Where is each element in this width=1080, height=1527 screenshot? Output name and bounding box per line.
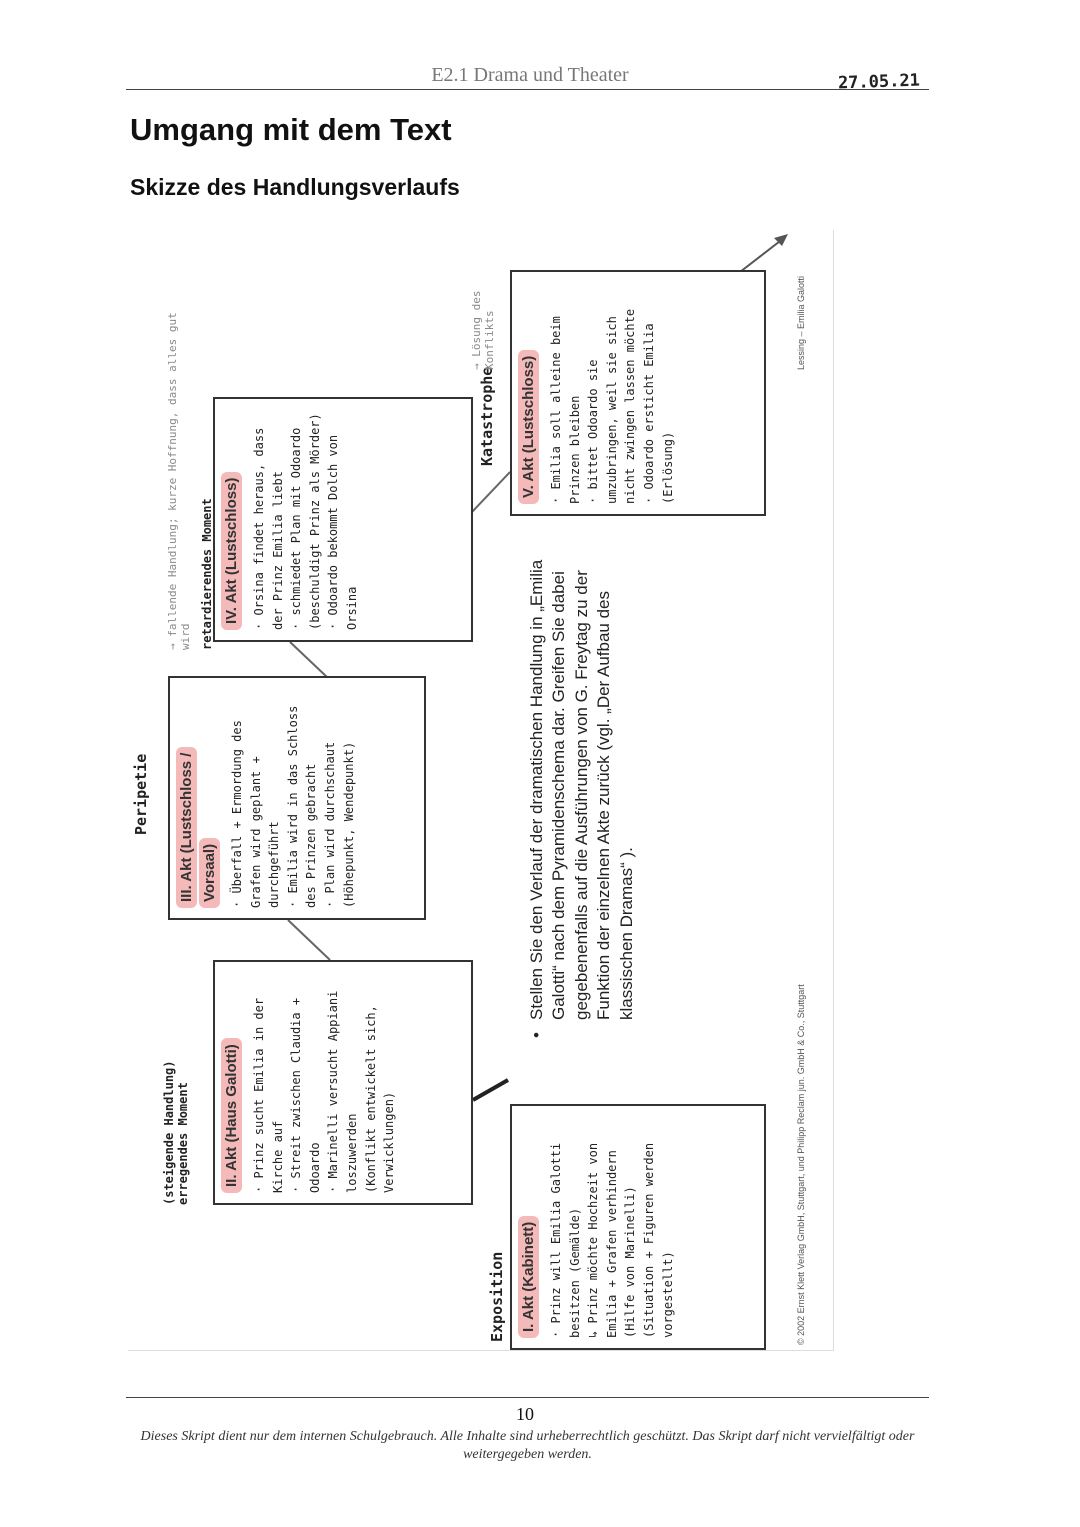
header-date: 27.05.21 bbox=[837, 70, 921, 94]
act-2-note: · Marinelli versucht Appiani loszuwerden bbox=[326, 990, 359, 1193]
copyright-credit: © 2002 Ernst Klett Verlag GmbH, Stuttgart, und Philipp Reclam jun. GmbH & Co., Stuttgart bbox=[796, 984, 806, 1345]
act-4-box bbox=[213, 397, 473, 642]
footer-divider bbox=[126, 1397, 929, 1398]
act-5-phase-note: → Lösung des Konflikts bbox=[470, 290, 496, 370]
act-5-note: · Odoardo ersticht Emilia (Erlösung) bbox=[641, 323, 675, 504]
act-3-note: · Emilia wird in das Schloss des Prinzen gebracht bbox=[285, 705, 319, 908]
act-1-label: I. Akt (Kabinett) bbox=[518, 1216, 539, 1338]
act-4-note: · Odoardo bekommt Dolch von Orsina bbox=[326, 434, 359, 630]
act-5-note: · bittet Odoardo sie umzubringen, weil sie sich nicht zwingen lassen möchte bbox=[586, 308, 638, 504]
task-text: Stellen Sie den Verlauf der dramatischen Handlung in „Emilia Galotti“ nach dem Pyramidenschema dar. Greifen Sie dabei gegebenenfalls auf die Ausführungen von G. Freytag zu der Funktion der einzelnen Akte zurück (vgl. „Der Aufbau des klassischen Dramas“ ). bbox=[527, 559, 636, 1020]
act-3-label-cont: Vorsaal) bbox=[199, 838, 220, 908]
page-number: 10 bbox=[516, 1404, 534, 1424]
act-2-label: II. Akt (Haus Galotti) bbox=[221, 1038, 242, 1193]
connector-act1-act2 bbox=[473, 1080, 508, 1100]
connector-act2-act3 bbox=[288, 920, 330, 960]
act-1-box bbox=[510, 1104, 766, 1350]
act-1-note: · Prinz will Emilia Galotti besitzen (Gemälde) bbox=[549, 1142, 582, 1338]
act-5-note: · Emilia soll alleine beim Prinzen bleiben bbox=[549, 316, 582, 504]
task-bullet: • bbox=[527, 1032, 546, 1038]
header-divider bbox=[126, 89, 929, 90]
arrow-line bbox=[740, 238, 784, 272]
act-4-phase-note: → fallende Handlung; kurze Hoffnung, dass alles gut wird bbox=[166, 312, 192, 650]
act-1-note: ↳ Prinz möchte Hochzeit von Emilia + Grafen verhindern (Hilfe von Marinelli) bbox=[586, 1142, 638, 1338]
act-4-note: · Orsina findet heraus, dass der Prinz Emilia liebt bbox=[252, 427, 285, 630]
act-1-note: (Situation + Figuren werden vorgestellt) bbox=[641, 1142, 675, 1338]
act-3-phase: Peripetie bbox=[132, 753, 150, 835]
source-credit: Lessing – Emilia Galotti bbox=[796, 275, 806, 370]
act-4-phase: retardierendes Moment bbox=[200, 498, 214, 650]
connector-act3-act4 bbox=[290, 642, 328, 678]
act-4-note: · schmiedet Plan mit Odoardo (beschuldigt Prinz als Mörder) bbox=[289, 413, 322, 630]
act-5-box bbox=[510, 270, 766, 516]
act-3-label: III. Akt (Lustschloss / bbox=[176, 747, 197, 908]
act-2-box bbox=[213, 960, 473, 1205]
act-2-phase: (steigende Handlung) erregendes Moment bbox=[162, 1060, 190, 1205]
section-subtitle: Skizze des Handlungsverlaufs bbox=[130, 174, 460, 200]
act-2-note: (Konflikt entwickelt sich, Verwicklungen) bbox=[363, 1005, 397, 1193]
header-course: E2.1 Drama und Theater bbox=[431, 64, 629, 86]
act-3-box bbox=[168, 676, 426, 920]
footer-notice: Dieses Skript dient nur dem internen Schulgebrauch. Alle Inhalte sind urheberrechtlich geschützt. Das Skript darf nicht vervielfältigt oder weitergegeben werden. bbox=[140, 1429, 915, 1463]
connector-act4-act5 bbox=[472, 472, 510, 512]
act-3-note: · Plan wird durchschaut bbox=[322, 741, 337, 908]
task-block bbox=[526, 540, 638, 1038]
act-1-phase: Exposition bbox=[488, 1251, 506, 1342]
act-2-note: · Streit zwischen Claudia + Odoardo bbox=[289, 997, 322, 1193]
page-title: Umgang mit dem Text bbox=[130, 112, 452, 147]
plot-diagram-figure bbox=[128, 230, 834, 1351]
act-5-phase: Katastrophe bbox=[478, 366, 496, 466]
act-2-note: · Prinz sucht Emilia in der Kirche auf bbox=[252, 997, 285, 1193]
act-4-label: IV. Akt (Lustschloss) bbox=[221, 472, 242, 630]
act-3-note: · Überfall + Ermordung des Grafen wird geplant + durchgeführt bbox=[230, 720, 282, 908]
act-5-label: V. Akt (Lustschloss) bbox=[518, 350, 539, 504]
act-3-note: (Höhepunkt, Wendepunkt) bbox=[341, 741, 356, 908]
